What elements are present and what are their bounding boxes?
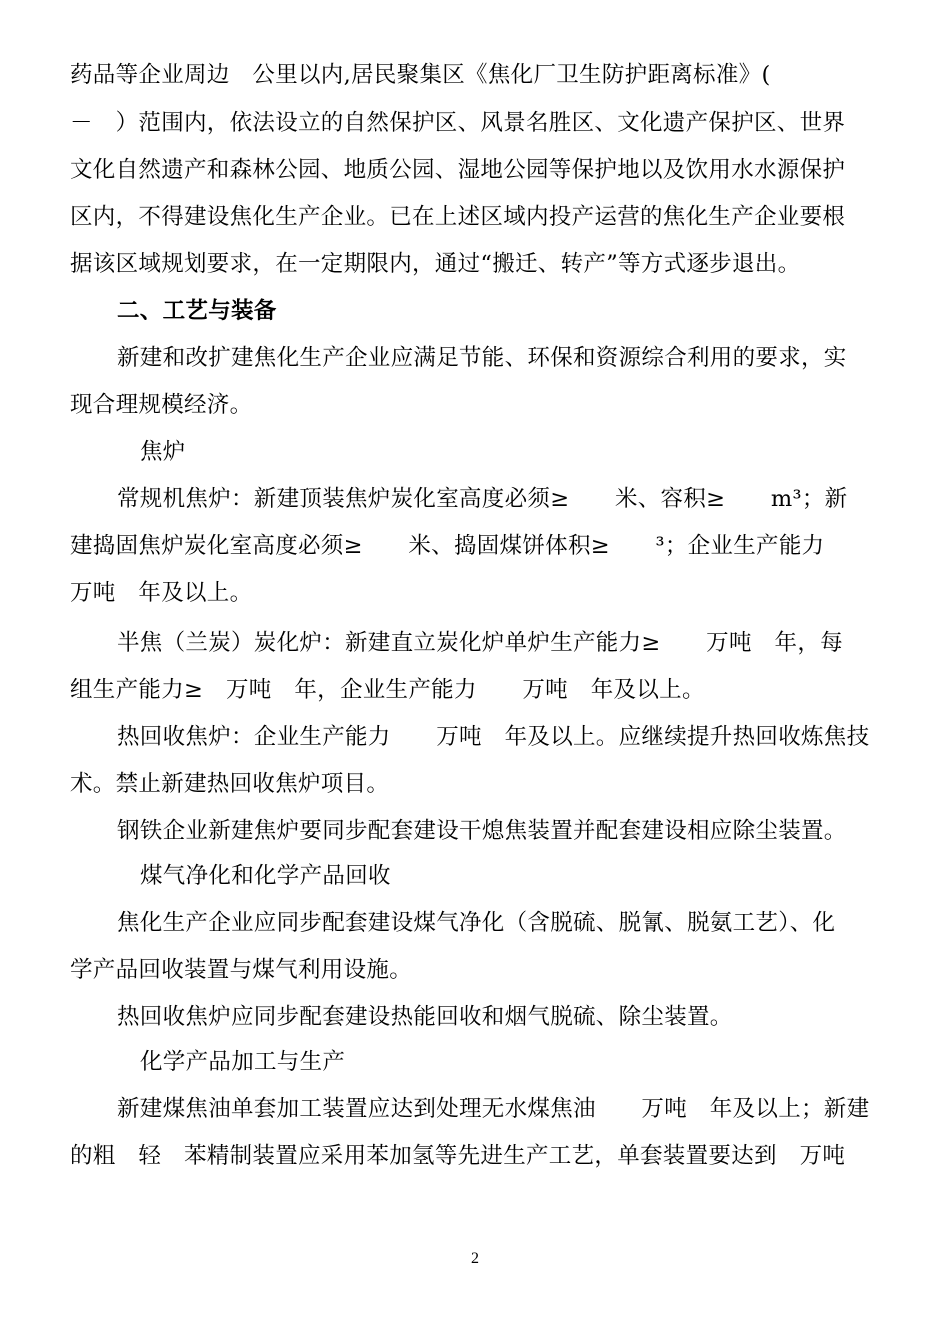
paragraph-line: 焦化生产企业应同步配套建设煤气净化（含脱硫、脱氰、脱氨工艺）、化 bbox=[117, 910, 836, 936]
paragraph-line: 现合理规模经济。 bbox=[70, 392, 253, 418]
page-number: 2 bbox=[471, 1250, 479, 1267]
subsection-heading: 焦炉 bbox=[140, 439, 186, 465]
paragraph-line: － ）范围内，依法设立的自然保护区、风景名胜区、文化遗产保护区、世界 bbox=[70, 110, 846, 136]
paragraph-line: 学产品回收装置与煤气利用设施。 bbox=[70, 957, 413, 983]
paragraph-line: 半焦（兰炭）炭化炉：新建直立炭化炉单炉生产能力≥ 万吨 年，每 bbox=[117, 630, 843, 656]
paragraph-line: 常规机焦炉：新建顶装焦炉炭化室高度必须≥ 米、容积≥ m³；新 bbox=[117, 486, 848, 512]
paragraph-line: 新建煤焦油单套加工装置应达到处理无水煤焦油 万吨 年及以上；新建 bbox=[117, 1096, 870, 1122]
section-heading: 二、工艺与装备 bbox=[117, 298, 277, 324]
paragraph-line: 术。禁止新建热回收焦炉项目。 bbox=[70, 771, 390, 797]
paragraph-line: 万吨 年及以上。 bbox=[70, 580, 253, 606]
paragraph-line: 区内，不得建设焦化生产企业。已在上述区域内投产运营的焦化生产企业要根 bbox=[70, 204, 846, 230]
paragraph-line: 文化自然遗产和森林公园、地质公园、湿地公园等保护地以及饮用水水源保护 bbox=[70, 157, 846, 183]
paragraph-line: 药品等企业周边 公里以内,居民聚集区《焦化厂卫生防护距离标准》( bbox=[70, 62, 771, 88]
paragraph-line: 钢铁企业新建焦炉要同步配套建设干熄焦装置并配套建设相应除尘装置。 bbox=[117, 818, 847, 844]
paragraph-line: 热回收焦炉应同步配套建设热能回收和烟气脱硫、除尘装置。 bbox=[117, 1004, 733, 1030]
paragraph-line: 热回收焦炉：企业生产能力 万吨 年及以上。应继续提升热回收炼焦技 bbox=[117, 724, 870, 750]
paragraph-line: 据该区域规划要求，在一定期限内，通过“搬迁、转产”等方式逐步退出。 bbox=[70, 251, 801, 277]
paragraph-line: 的粗 轻 苯精制装置应采用苯加氢等先进生产工艺，单套装置要达到 万吨 bbox=[70, 1143, 846, 1169]
paragraph-line: 新建和改扩建焦化生产企业应满足节能、环保和资源综合利用的要求，实 bbox=[117, 345, 847, 371]
paragraph-line: 组生产能力≥ 万吨 年，企业生产能力 万吨 年及以上。 bbox=[70, 677, 705, 703]
subsection-heading: 化学产品加工与生产 bbox=[140, 1049, 346, 1075]
subsection-heading: 煤气净化和化学产品回收 bbox=[140, 863, 391, 889]
paragraph-line: 建捣固焦炉炭化室高度必须≥ 米、捣固煤饼体积≥ ³；企业生产能力 bbox=[70, 533, 825, 559]
